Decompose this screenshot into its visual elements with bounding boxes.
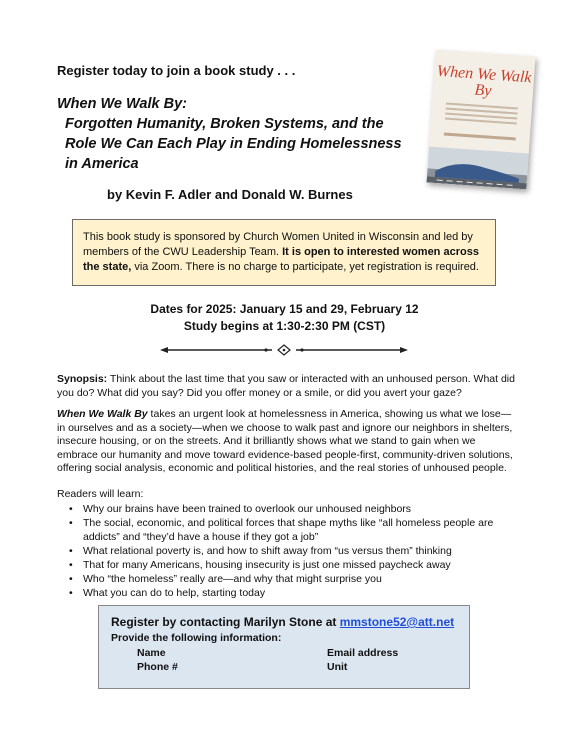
learn-intro: Readers will learn: <box>57 488 144 500</box>
contact-email-link[interactable]: mmstone52@att.net <box>339 615 455 629</box>
field-name-label: Name <box>137 647 166 659</box>
contact-subheading: Provide the following information: <box>111 632 282 644</box>
register-heading: Register today to join a book study . . . <box>57 63 296 78</box>
list-item: • Why our brains have been trained to overlook our unhoused neighbors <box>57 503 497 517</box>
registration-contact-box <box>98 605 470 689</box>
synopsis-paragraph <box>57 373 517 400</box>
ornamental-divider <box>160 344 408 356</box>
contact-heading-text: Register by contacting Marilyn Stone at <box>111 615 340 629</box>
book-title <box>57 94 412 174</box>
dates-line: Dates for 2025: January 15 and 29, February 12 <box>150 302 419 316</box>
sponsor-info-box <box>72 219 496 286</box>
description-paragraph <box>57 408 517 476</box>
study-dates <box>0 301 569 335</box>
book-cover-author-line <box>444 132 516 140</box>
field-email-label: Email address <box>327 647 399 659</box>
list-item: • What relational poverty is, and how to shift away from “us versus them” thinking <box>57 545 497 559</box>
book-subtitle: Forgotten Humanity, Broken Systems, and the Role We Can Each Play in Ending Homelessness in America <box>65 116 402 172</box>
list-item: • That for many Americans, housing insecurity is just one missed paycheck away <box>57 559 497 573</box>
contact-heading <box>111 615 457 629</box>
book-cover-art <box>426 146 528 189</box>
list-item: • Who “the homeless” really are—and why that might surprise you <box>57 573 497 587</box>
list-item: • What you can do to help, starting today <box>57 587 497 601</box>
field-phone-label: Phone # <box>137 661 178 673</box>
book-cover-image <box>426 50 535 190</box>
synopsis-text: Think about the last time that you saw or interacted with an unhoused person. What did you do? What did you say? Did you offer money or a smile, or did you avert your gaze? <box>57 373 515 399</box>
book-authors: by Kevin F. Adler and Donald W. Burnes <box>107 187 353 202</box>
synopsis-label: Synopsis: <box>57 373 108 385</box>
learn-list <box>57 503 497 601</box>
book-cover-subtitle-lines <box>445 103 518 130</box>
sponsor-text-end: via Zoom. There is no charge to participate, yet registration is required. <box>131 261 479 273</box>
sponsor-text-start: This book study is sponsored by Church Women United in Wisconsin and led by members of the CWU Leadership Team. <box>83 231 473 258</box>
description-text: takes an urgent look at homelessness in America, showing us what we lose—in ourselves and as a society—when we choose to walk past and ignore our neighbors in shelters, insecure housing, or on the streets. And it brilliantly shows what we stand to gain when we embrace our humanity and move toward evidence-based people-first, community-driven solutions, offering social analysis, economic and political histories, and the real stories of unhoused people. <box>57 408 513 474</box>
field-unit-label: Unit <box>327 661 348 673</box>
list-item: • The social, economic, and political forces that shape myths like “all homeless people are addicts” and “they’d have a house if they got a job” <box>57 517 497 544</box>
study-time-line: Study begins at 1:30-2:30 PM (CST) <box>183 319 386 333</box>
required-fields <box>137 647 457 673</box>
description-book-title: When We Walk By <box>57 408 148 420</box>
book-cover-title: When We Walk By <box>436 62 533 100</box>
book-title-main: When We Walk By: <box>57 96 187 112</box>
sponsor-text-highlight: It is open to interested women across the state, <box>83 246 479 273</box>
